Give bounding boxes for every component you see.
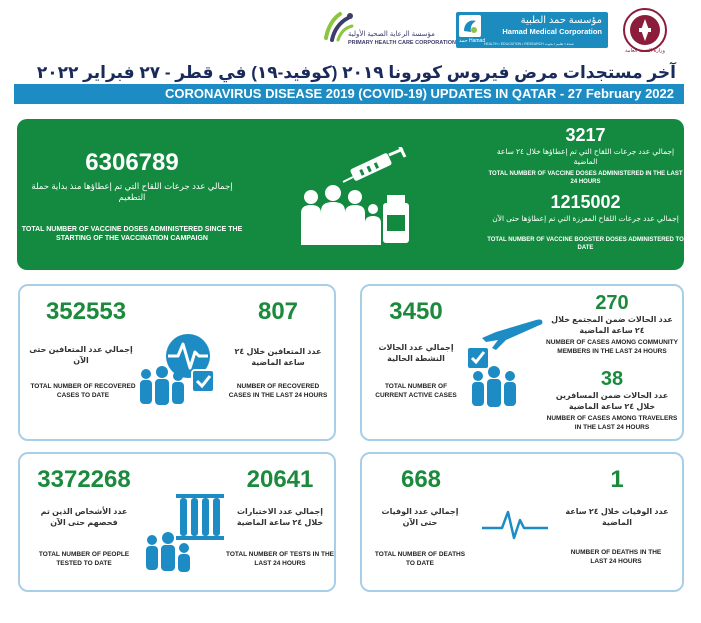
tests-last-24h-label-arabic: إجمالي عدد الاختبارات خلال ٢٤ ساعة الماضية	[236, 507, 324, 527]
title-banner	[14, 58, 684, 106]
vaccine-daily-block	[487, 119, 684, 270]
traveler-cases-label-arabic: عدد الحالات ضمن المسافرين خلال ٢٤ ساعة الماضية	[555, 391, 669, 411]
moph-logo	[622, 6, 668, 54]
heartbeat-line-icon	[480, 506, 550, 542]
vaccine-last-24h-label-english: TOTAL NUMBER OF VACCINE DOSES ADMINISTERED IN THE LAST 24 HOURS	[488, 171, 683, 185]
deaths-total: 668	[400, 466, 442, 493]
community-cases-label-arabic: عدد الحالات ضمن المجتمع خلال ٢٤ ساعة الماضية	[551, 315, 673, 335]
community-cases-label-english: NUMBER OF CASES AMONG COMMUNITY MEMBERS IN THE LAST 24 HOURS	[546, 339, 678, 355]
vaccine-total-doses: 6306789	[85, 149, 179, 176]
vaccine-last-24h-label-arabic: إجمالي عدد جرعات اللقاح التي تم إعطاؤها خلال ٢٤ ساعة الماضية	[496, 147, 675, 166]
deaths-total-label-arabic: إجمالي عدد الوفيات حتى الآن	[381, 507, 459, 527]
hamad-logo	[456, 12, 608, 48]
hamad-tagline: HEALTH • EDUCATION • RESEARCH صحة • تعليم • بحوث	[484, 42, 574, 46]
phcc-name-arabic: مؤسسة الرعاية الصحية الأولية	[348, 31, 435, 38]
vaccine-booster-label-english: TOTAL NUMBER OF VACCINE BOOSTER DOSES ADMINISTERED TO DATE	[487, 237, 684, 251]
vaccine-total-label-english: TOTAL NUMBER OF VACCINE DOSES ADMINISTERED SINCE THE STARTING OF THE VACCINATION CAMPAIGN	[21, 226, 243, 242]
people-tested-label-arabic: عدد الأشخاص الذين تم فحصهم حتى الآن	[40, 507, 128, 527]
recovered-total-label-arabic: إجمالي عدد المتعافين حتى الآن	[29, 345, 133, 365]
vaccine-booster-label-arabic: إجمالي عدد جرعات اللقاح المعززة التي تم إعطاؤها حتى الآن	[492, 214, 679, 223]
vaccination-people-syringe-icon	[299, 147, 415, 247]
deaths-total-label-english: TOTAL NUMBER OF DEATHS TO DATE	[374, 551, 466, 567]
vaccine-doses-last-24h: 3217	[565, 125, 606, 145]
active-cases-label-english: TOTAL NUMBER OF CURRENT ACTIVE CASES	[375, 383, 457, 399]
recovered-heart-people-icon	[136, 326, 226, 406]
recovered-last-24h-label-arabic: عدد المتعافين خلال ٢٤ ساعة الماضية	[234, 347, 322, 367]
recovered-total-label-english: TOTAL NUMBER OF RECOVERED CASES TO DATE	[30, 383, 136, 399]
community-cases-last-24h: 270	[595, 292, 629, 314]
phcc-name-english: PRIMARY HEALTH CARE CORPORATION	[348, 40, 456, 46]
people-tested-label-english: TOTAL NUMBER OF PEOPLE TESTED TO DATE	[38, 551, 130, 567]
recovered-last-24h: 807	[257, 298, 299, 325]
airplane-people-icon	[466, 310, 546, 410]
title-arabic: آخر مستجدات مرض فيروس كورونا ٢٠١٩ (كوفيد-١٩) في قطر - ٢٧ فبراير ٢٠٢٢	[36, 63, 676, 82]
hamad-logo-icon	[459, 15, 481, 37]
tests-card	[18, 452, 336, 592]
header-logos	[310, 6, 685, 56]
recovered-total: 352553	[45, 298, 127, 325]
tests-last-24h: 20641	[246, 466, 314, 493]
vaccine-total-block	[17, 119, 247, 270]
deaths-card	[360, 452, 684, 592]
title-english: CORONAVIRUS DISEASE 2019 (COVID-19) UPDATES IN QATAR - 27 February 2022	[164, 86, 674, 101]
traveler-cases-label-english: NUMBER OF CASES AMONG TRAVELERS IN THE LAST 24 HOURS	[546, 415, 678, 431]
hamad-short-name: حمد Hamad	[459, 38, 486, 44]
vaccination-panel	[17, 119, 684, 270]
people-tested-total: 3372268	[37, 466, 131, 493]
active-cases-total: 3450	[389, 298, 443, 325]
moph-name-arabic: وزارة الصحة العامة	[625, 48, 665, 54]
phcc-logo	[318, 8, 456, 52]
deaths-last-24h-label-arabic: عدد الوفيات خلال ٢٤ ساعة الماضية	[565, 507, 669, 527]
deaths-last-24h: 1	[610, 466, 624, 493]
deaths-last-24h-label-english: NUMBER OF DEATHS IN THE LAST 24 HOURS	[570, 549, 662, 565]
vaccine-total-label-arabic: إجمالي عدد جرعات اللقاح التي تم إعطاؤها منذ بداية حملة التطعيم	[31, 181, 233, 202]
recovered-card	[18, 284, 336, 441]
tests-last-24h-label-english: TOTAL NUMBER OF TESTS IN THE LAST 24 HOURS	[226, 551, 334, 567]
active-cases-label-arabic: إجمالي عدد الحالات النشطة الحالية	[378, 343, 454, 363]
traveler-cases-last-24h: 38	[600, 368, 624, 390]
hamad-name-english: Hamad Medical Corporation	[502, 27, 602, 36]
test-tubes-people-icon	[142, 490, 228, 574]
active-cases-card	[360, 284, 684, 441]
vaccine-booster-doses: 1215002	[550, 192, 621, 212]
hamad-name-arabic: مؤسسة حمد الطبية	[520, 15, 602, 26]
title-english-band	[14, 84, 684, 104]
recovered-last-24h-label-english: NUMBER OF RECOVERED CASES IN THE LAST 24 HOURS	[228, 383, 328, 399]
